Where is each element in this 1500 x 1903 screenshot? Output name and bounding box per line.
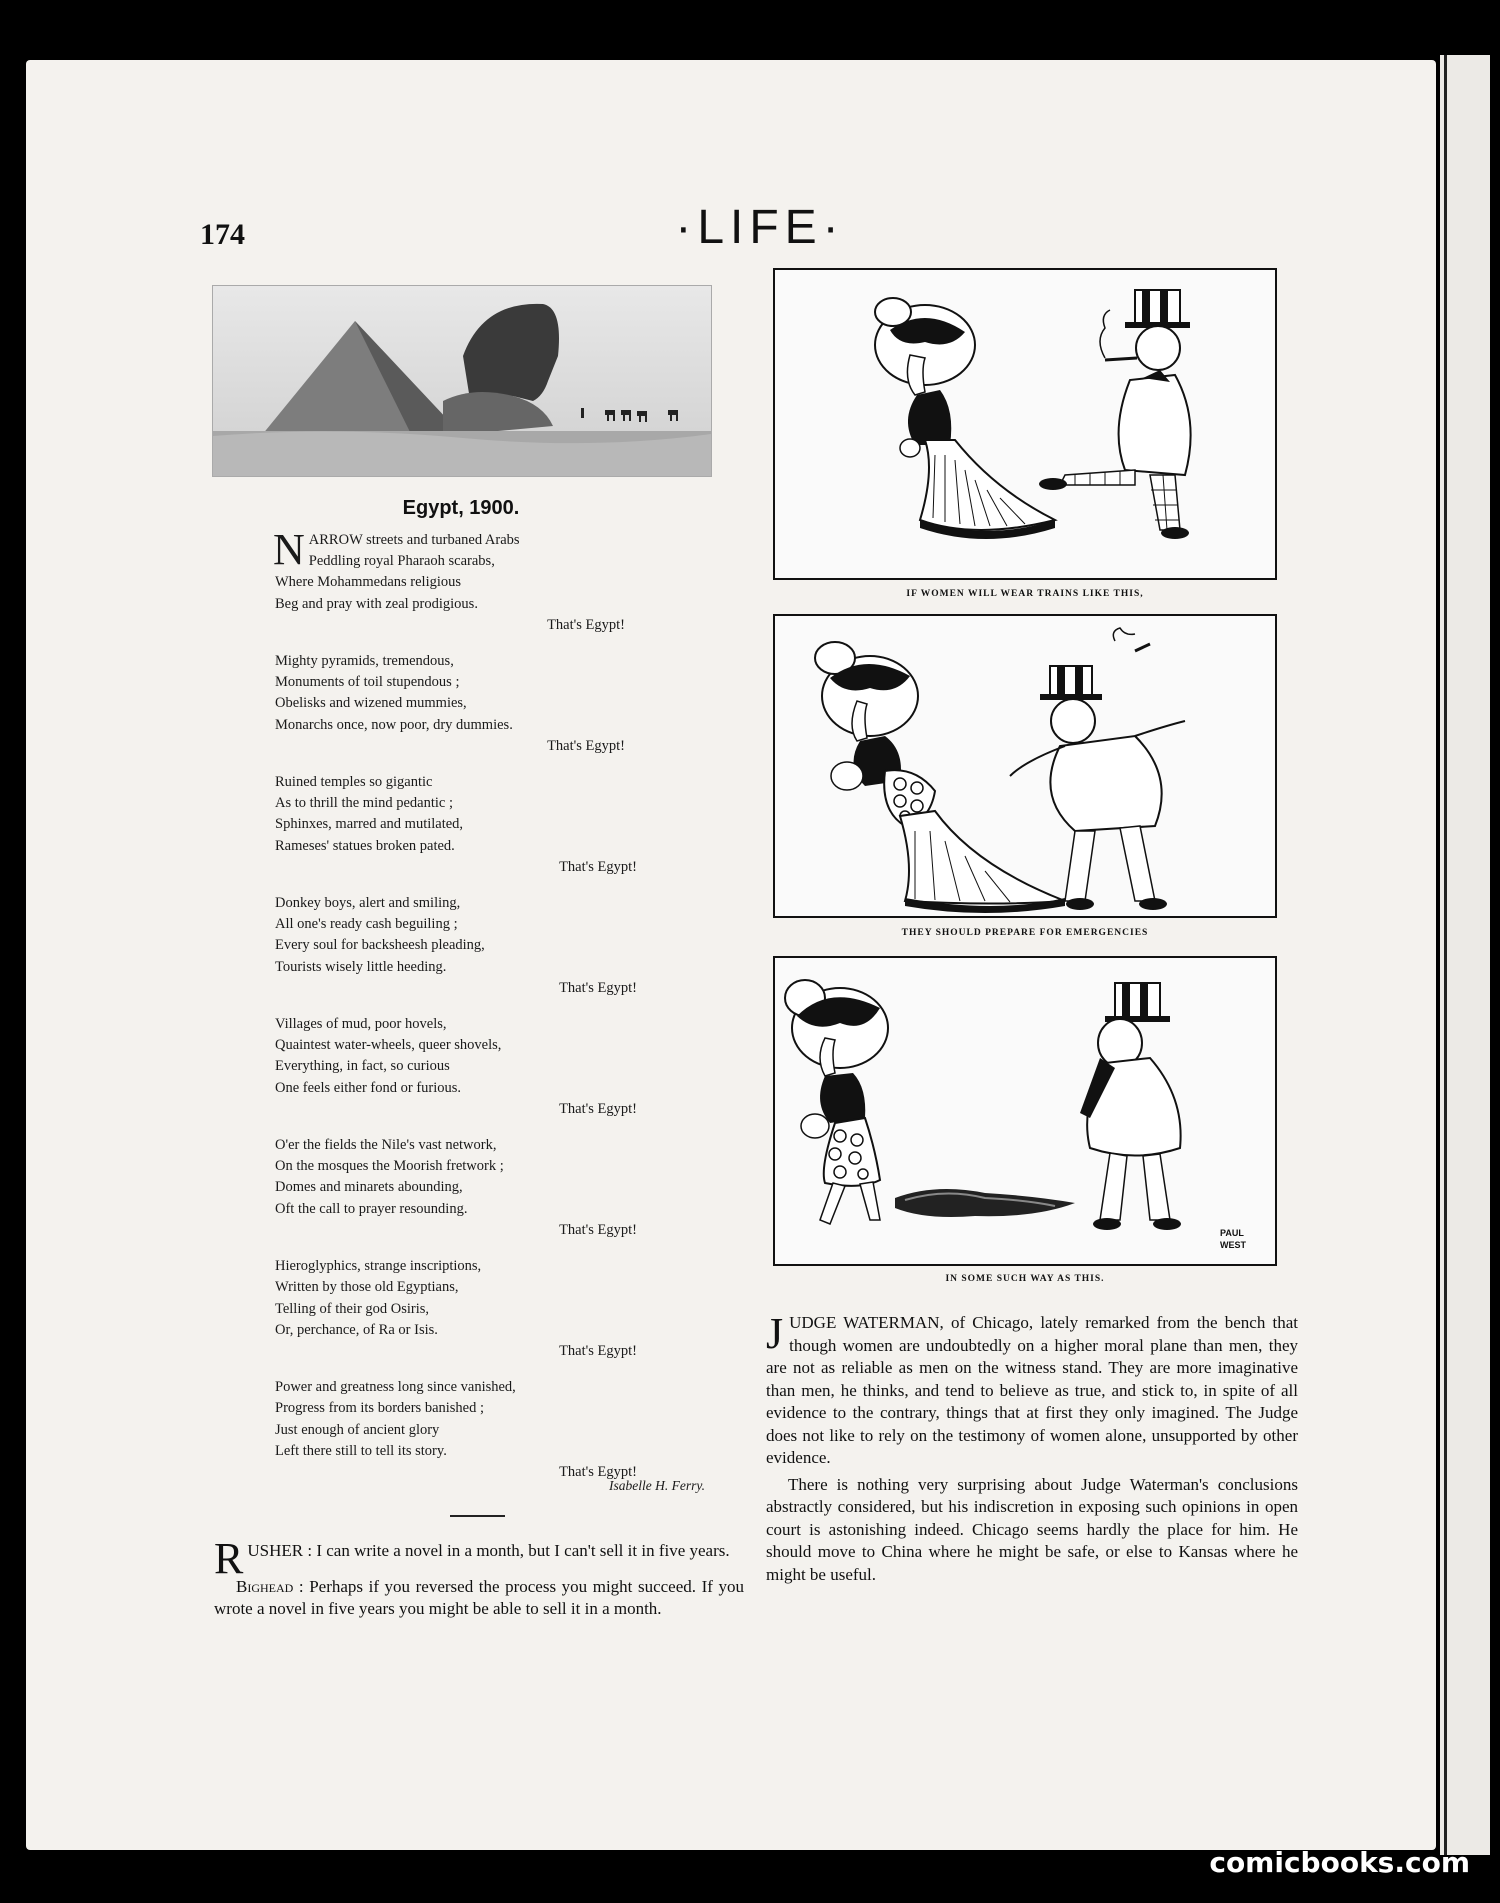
rusher-dropcap: R <box>214 1534 244 1583</box>
cartoon-panel-2 <box>773 614 1277 918</box>
poem-line: All one's ready cash beguiling ; <box>275 916 458 933</box>
poem-line: ARROW streets and turbaned Arabs <box>308 532 520 548</box>
poem-line: Monuments of toil stupendous ; <box>275 674 460 691</box>
artist-signature-line2: WEST <box>1220 1240 1246 1250</box>
poem-line: Tourists wisely little heeding. <box>275 958 447 975</box>
poem-line: On the mosques the Moorish fretwork ; <box>275 1158 504 1175</box>
poem-line: Ruined temples so gigantic <box>275 774 433 791</box>
poem-line: Donkey boys, alert and smiling, <box>275 895 461 912</box>
poem-body <box>273 525 705 1511</box>
poem-refrain: That's Egypt! <box>547 737 625 754</box>
poem-line: Written by those old Egyptians, <box>275 1279 459 1296</box>
pyramid-sphinx-photo <box>212 285 712 477</box>
poem-line: Peddling royal Pharaoh scarabs, <box>308 553 495 570</box>
masthead: ·LIFE· <box>675 201 845 254</box>
cartoon-caption-1: IF WOMEN WILL WEAR TRAINS LIKE THIS, <box>906 589 1144 599</box>
cartoon-panel-1 <box>773 268 1277 580</box>
poem-refrain: That's Egypt! <box>559 1100 637 1117</box>
poem-line: Beg and pray with zeal prodigious. <box>275 595 478 612</box>
bighead-line <box>214 1576 744 1620</box>
poem-line: Sphinxes, marred and mutilated, <box>275 816 464 833</box>
poem-line: Oft the call to prayer resounding. <box>275 1200 468 1217</box>
poem-stanza <box>275 1377 705 1496</box>
poem-line: Or, perchance, of Ra or Isis. <box>275 1321 438 1338</box>
rusher-line <box>214 1534 744 1583</box>
cartoon-caption-2: THEY SHOULD PREPARE FOR EMERGENCIES <box>901 928 1149 938</box>
poem-stanza <box>275 651 705 757</box>
poem-line: Progress from its borders banished ; <box>275 1400 485 1417</box>
rusher-text: USHER : I can write a novel in a month, but I can't sell it in five years. <box>247 1541 730 1560</box>
poem-line: Obelisks and wizened mummies, <box>275 695 467 712</box>
poem-line: Left there still to tell its story. <box>275 1442 447 1459</box>
poem-line: Domes and minarets abounding, <box>275 1179 463 1196</box>
poem-line: Where Mohammedans religious <box>275 574 462 591</box>
poem-refrain: That's Egypt! <box>547 616 625 633</box>
poem-line: Everything, in fact, so curious <box>275 1058 450 1075</box>
judge-paragraph-1 <box>766 1309 1298 1470</box>
poem-line: O'er the fields the Nile's vast network, <box>275 1137 497 1154</box>
poem-title: Egypt, 1900. <box>402 497 520 519</box>
poem-line: Every soul for backsheesh pleading, <box>275 937 485 954</box>
cartoon-caption-3: IN SOME SUCH WAY AS THIS. <box>945 1274 1105 1284</box>
judge-text-1: UDGE WATERMAN, of Chicago, lately remarked from the bench that though women are undoubtedly on a higher moral plane than men, they are not as reliable as men on the witness stand. They are more imaginative than men, he thinks, and tend to believe as true, and stick to, in spite of all evidence to the contrary, things that at first they only imagined. The Judge does not like to rely on the testimony of women alone, unsupported by other evidence. <box>766 1313 1298 1467</box>
poem-line: Rameses' statues broken pated. <box>275 837 455 854</box>
rusher-bighead-joke <box>214 1534 744 1624</box>
poem-stanza <box>273 525 705 636</box>
poem-line: Villages of mud, poor hovels, <box>275 1016 447 1033</box>
poem-stanza <box>275 893 705 999</box>
binding-line <box>1444 55 1447 1855</box>
poem-line: Monarchs once, now poor, dry dummies. <box>275 716 513 733</box>
poem-refrain: That's Egypt! <box>559 858 637 875</box>
bighead-speaker: Bighead : <box>236 1577 304 1596</box>
site-watermark: comicbooks.com <box>1209 1846 1470 1879</box>
poem-stanza <box>275 1135 705 1241</box>
poem-dropcap: N <box>273 525 305 574</box>
judge-waterman-article <box>766 1309 1298 1590</box>
poem-line: Hieroglyphics, strange inscriptions, <box>275 1258 482 1275</box>
judge-dropcap: J <box>766 1309 784 1358</box>
next-page-edge <box>1440 55 1490 1855</box>
section-divider <box>450 1515 505 1517</box>
poem-refrain: That's Egypt! <box>559 1221 637 1238</box>
poem-line: Just enough of ancient glory <box>275 1421 440 1438</box>
judge-paragraph-2: There is nothing very surprising about Judge Waterman's conclusions abstractly considered, but his indiscretion in exposing such opinions in open court is astonishing indeed. Chicago seems hardly the place for him. He should move to China where he might be safe, or else to Kansas where he might be useful. <box>766 1474 1298 1584</box>
poem-line: One feels either fond or furious. <box>275 1079 462 1096</box>
cartoon-panel-3 <box>773 956 1277 1266</box>
poem-stanza <box>275 772 705 878</box>
poem-line: Quaintest water-wheels, queer shovels, <box>275 1037 502 1054</box>
poem-refrain: That's Egypt! <box>559 979 637 996</box>
poem-refrain: That's Egypt! <box>559 1463 637 1480</box>
poem-line: As to thrill the mind pedantic ; <box>275 795 454 812</box>
poem-line: Mighty pyramids, tremendous, <box>275 653 454 670</box>
artist-signature-line1: PAUL <box>1220 1228 1244 1238</box>
poem-refrain: That's Egypt! <box>559 1342 637 1359</box>
bighead-text: Perhaps if you reversed the process you might succeed. If you wrote a novel in five years you might be able to sell it in a month. <box>214 1577 744 1618</box>
poem-line: Telling of their god Osiris, <box>275 1300 430 1317</box>
page-number: 174 <box>200 218 245 251</box>
poem-stanza <box>275 1256 705 1362</box>
poem-line: Power and greatness long since vanished, <box>275 1379 516 1396</box>
poem-stanza <box>275 1014 705 1120</box>
poem-author: Isabelle H. Ferry. <box>609 1478 705 1494</box>
